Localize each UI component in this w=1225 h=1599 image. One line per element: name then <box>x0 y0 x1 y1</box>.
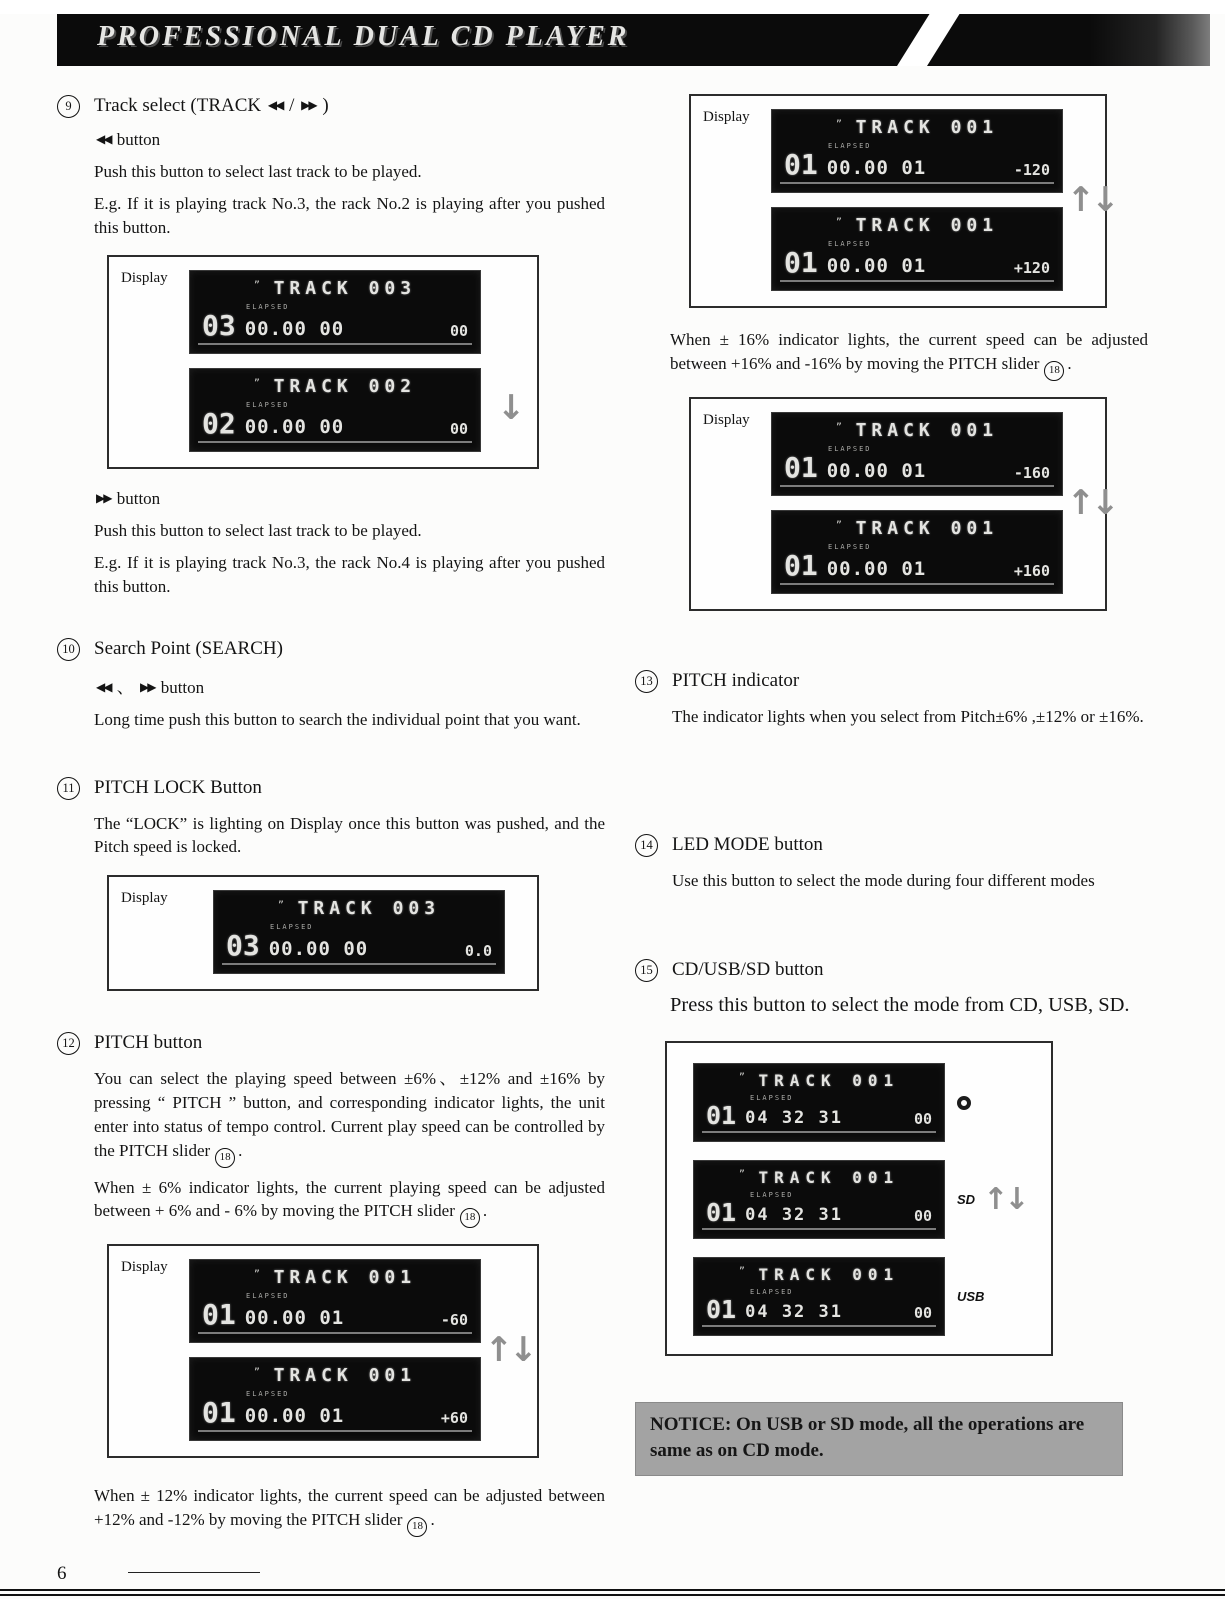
lcd-time: 00.00 01 <box>826 255 927 277</box>
status-marks-icon: ” <box>277 900 284 912</box>
status-marks-icon: ” <box>835 119 842 130</box>
lcd-time: 00.00 00 <box>244 318 345 341</box>
section-title: PITCH button <box>94 1032 203 1054</box>
banner-title: PROFESSIONAL DUAL CD PLAYER <box>97 21 630 52</box>
lcd-track-text: TRACK 001 <box>758 1071 900 1091</box>
lcd-caption: ELAPSED <box>828 444 872 453</box>
status-marks-icon: ” <box>253 280 260 292</box>
fast-forward-icon: ▶▶ <box>139 679 155 694</box>
lcd-screen <box>189 368 481 452</box>
section-title: LED MODE button <box>672 833 823 855</box>
lcd-caption: ELAPSED <box>246 303 290 312</box>
lcd-screen <box>771 412 1063 496</box>
paragraph: When ± 16% indicator lights, the current speed can be adjusted between +16% and -16% by moving the PITCH slider 18 . <box>670 328 1148 381</box>
search-buttons-label: ◀◀ 、 ▶▶ button <box>96 677 205 697</box>
section-heading <box>635 958 1180 982</box>
paragraph: Use this button to select the mode during four different modes <box>672 870 1095 890</box>
display-label: Display <box>703 109 750 125</box>
display-label: Display <box>121 1259 168 1276</box>
lcd-track-text: TRACK 001 <box>273 1365 417 1387</box>
lcd-time: 00.00 01 <box>244 1307 345 1330</box>
lcd-track-text: TRACK 002 <box>273 376 417 398</box>
prev-track-icon: ◀◀ <box>96 132 111 146</box>
lcd-caption: ELAPSED <box>750 1094 794 1103</box>
paragraph: Long time push this button to search the individual point that you want. <box>94 709 581 729</box>
sd-icon: SD <box>957 1192 976 1208</box>
status-marks-icon: ” <box>738 1169 745 1181</box>
lcd-track-number: 01 <box>706 1295 737 1325</box>
rewind-icon: ◀◀ <box>96 679 111 694</box>
lcd-screen <box>213 890 505 974</box>
paragraph: Push this button to select last track to be played. <box>94 162 422 181</box>
lcd-time: 00.00 01 <box>826 157 927 179</box>
lcd-screen <box>771 510 1063 594</box>
lcd-pitch-value: 0.0 <box>464 942 492 961</box>
display-label: Display <box>121 270 168 287</box>
lcd-screen-usb <box>693 1257 945 1336</box>
lcd-track-number: 01 <box>784 148 818 181</box>
up-down-arrow-icon: ↑↓ <box>484 1330 534 1371</box>
lcd-screen-sd <box>693 1160 945 1239</box>
status-marks-icon: ” <box>738 1266 745 1278</box>
section-heading <box>57 1031 605 1055</box>
cd-icon <box>957 1096 971 1110</box>
paragraph: Press this button to select the mode from CD, USB, SD. <box>670 994 1130 1017</box>
section-pitch-lock <box>57 776 605 992</box>
paragraph: The “LOCK” is lighting on Display once this button was pushed, and the Pitch speed is locked. <box>94 813 605 857</box>
section-track-select <box>57 94 605 599</box>
page-banner <box>57 14 1210 66</box>
status-marks-icon: ” <box>835 217 842 228</box>
lcd-caption: ELAPSED <box>246 401 290 410</box>
pitch-slider-ref: 18 <box>407 1517 427 1537</box>
section-heading <box>635 833 1180 857</box>
display-panel <box>107 1244 539 1458</box>
lcd-track-number: 01 <box>202 1396 236 1430</box>
section-title: PITCH indicator <box>672 669 800 691</box>
left-column <box>57 94 605 1537</box>
display-panel <box>107 255 539 469</box>
lcd-track-number: 03 <box>226 929 260 963</box>
lcd-track-number: 01 <box>784 246 818 279</box>
display-panel <box>689 397 1116 611</box>
lcd-pitch-value: 00 <box>913 1110 932 1129</box>
pitch-slider-ref: 18 <box>215 1148 235 1168</box>
footer-short-rule <box>128 1572 260 1573</box>
lcd-time: 00.00 00 <box>268 938 369 961</box>
paragraph: When ± 6% indicator lights, the current playing speed can be adjusted between + 6% and - 6% by moving the PITCH slider 18 . <box>94 1176 605 1229</box>
lcd-time: 00.00 01 <box>826 459 927 482</box>
section-title: PITCH LOCK Button <box>94 776 262 798</box>
lcd-track-number: 03 <box>202 309 236 343</box>
lcd-pitch-value: +120 <box>1013 259 1050 277</box>
paragraph: Push this button to select last track to be played. <box>94 521 422 541</box>
section-led-mode <box>635 833 1180 893</box>
status-marks-icon: ” <box>738 1072 745 1084</box>
lcd-pitch-value: 00 <box>913 1207 932 1226</box>
lcd-track-number: 01 <box>202 1298 236 1332</box>
paragraph: You can select the playing speed between ±6%、±12% and ±16% by pressing “ PITCH ” button, and corresponding indicator lights, the unit enter into status of tempo control. Current play speed can be controlled by the PITCH slider 18 . <box>94 1067 605 1167</box>
lcd-pitch-value: 00 <box>449 420 468 439</box>
section-pitch-button <box>57 1031 605 1537</box>
usb-icon: USB <box>957 1289 985 1305</box>
lcd-caption: ELAPSED <box>750 1288 794 1297</box>
section-pitch-indicator <box>635 669 1180 729</box>
section-title: Track select (TRACK ◀◀ / ▶▶ ) <box>94 95 329 116</box>
lcd-caption: ELAPSED <box>246 1390 290 1399</box>
display-label: Display <box>121 890 168 907</box>
lcd-pitch-value: +160 <box>1013 561 1050 580</box>
next-button-label: ▶▶ button <box>96 489 161 509</box>
lcd-track-text: TRACK 001 <box>273 1267 417 1289</box>
lcd-track-text: TRACK 001 <box>758 1168 900 1188</box>
section-number-badge: 14 <box>635 834 658 857</box>
display-panel <box>689 94 1116 308</box>
section-heading <box>635 669 1180 693</box>
lcd-caption: ELAPSED <box>828 240 872 248</box>
lcd-time: 00.00 01 <box>826 557 927 580</box>
pitch-slider-ref: 18 <box>460 1208 480 1228</box>
lcd-track-text: TRACK 001 <box>758 1265 900 1285</box>
lcd-screen <box>189 1259 481 1343</box>
lcd-track-text: TRACK 003 <box>297 898 441 920</box>
lcd-screen <box>189 270 481 354</box>
lcd-time: 00.00 00 <box>244 416 345 439</box>
lcd-track-text: TRACK 001 <box>855 215 999 236</box>
banner-slash-decoration <box>887 14 967 66</box>
section-search-point <box>57 637 605 732</box>
up-down-arrow-icon: ↑↓ <box>1066 180 1116 220</box>
section-number-badge: 12 <box>57 1032 80 1055</box>
lcd-track-text: TRACK 003 <box>273 278 417 300</box>
lcd-track-text: TRACK 001 <box>855 419 999 441</box>
lcd-pitch-value: -160 <box>1013 463 1050 482</box>
section-heading <box>57 637 605 661</box>
display-panel <box>107 875 539 991</box>
mode-display-panel <box>665 1041 1053 1356</box>
section-number-badge: 10 <box>57 638 80 661</box>
lcd-time: 04 32 31 <box>745 1108 843 1129</box>
lcd-caption: ELAPSED <box>750 1191 794 1200</box>
section-number-badge: 15 <box>635 959 658 982</box>
lcd-caption: ELAPSED <box>246 1292 290 1301</box>
notice-text: NOTICE: On USB or SD mode, all the operations are same as on CD mode. <box>650 1414 1085 1462</box>
lcd-caption: ELAPSED <box>828 142 872 150</box>
lcd-caption: ELAPSED <box>828 542 872 551</box>
banner-fade-decoration <box>1090 14 1210 66</box>
status-marks-icon: ” <box>253 1269 260 1281</box>
lcd-screen <box>189 1357 481 1441</box>
page-number: 6 <box>57 1563 67 1584</box>
section-number-badge: 11 <box>57 777 80 800</box>
prev-track-icon: ◀◀ <box>267 98 283 112</box>
lcd-track-number: 01 <box>784 450 818 484</box>
down-arrow-icon: ↓ <box>496 388 522 429</box>
display-label: Display <box>703 411 750 428</box>
lcd-track-number: 01 <box>706 1101 737 1131</box>
footer-rules <box>0 1589 1225 1596</box>
lcd-time: 04 32 31 <box>745 1205 843 1226</box>
lcd-time: 00.00 01 <box>244 1405 345 1428</box>
lcd-pitch-value: 00 <box>913 1304 932 1323</box>
section-heading <box>57 94 605 118</box>
section-cd-usb-sd <box>635 958 1180 1475</box>
right-column <box>635 94 1180 1537</box>
lcd-track-number: 01 <box>784 548 818 582</box>
section-heading <box>57 776 605 800</box>
lcd-track-text: TRACK 001 <box>855 117 999 138</box>
paragraph: The indicator lights when you select from Pitch±6% ,±12% or ±16%. <box>672 706 1144 726</box>
lcd-caption: ELAPSED <box>270 923 314 932</box>
lcd-pitch-value: -120 <box>1013 161 1050 179</box>
pitch-slider-ref: 18 <box>1044 361 1064 381</box>
section-number-badge: 13 <box>635 670 658 693</box>
status-marks-icon: ” <box>253 1367 260 1379</box>
notice-box <box>635 1402 1123 1475</box>
next-track-icon: ▶▶ <box>96 491 111 506</box>
up-down-arrow-icon: ↑↓ <box>983 1182 1026 1218</box>
paragraph: E.g. If it is playing track No.3, the rack No.2 is playing after you pushed this button. <box>94 193 605 237</box>
lcd-screen <box>771 207 1063 291</box>
prev-button-label: ◀◀ button <box>96 130 161 149</box>
status-marks-icon: ” <box>835 519 842 531</box>
lcd-time: 04 32 31 <box>745 1302 843 1323</box>
lcd-track-number: 01 <box>706 1198 737 1228</box>
up-down-arrow-icon: ↑↓ <box>1066 482 1116 523</box>
section-title: Search Point (SEARCH) <box>94 637 283 659</box>
lcd-track-text: TRACK 001 <box>855 517 999 539</box>
section-number-badge: 9 <box>57 95 80 118</box>
status-marks-icon: ” <box>253 378 260 390</box>
lcd-pitch-value: -60 <box>440 1311 468 1330</box>
paragraph: When ± 12% indicator lights, the current speed can be adjusted between +12% and -12% by moving the PITCH slider 18 . <box>94 1484 605 1537</box>
lcd-pitch-value: 00 <box>449 322 468 341</box>
lcd-screen <box>771 109 1063 193</box>
status-marks-icon: ” <box>835 421 842 433</box>
paragraph: E.g. If it is playing track No.3, the rack No.4 is playing after you pushed this button. <box>94 553 605 596</box>
section-title: CD/USB/SD button <box>672 959 824 981</box>
lcd-pitch-value: +60 <box>440 1409 468 1428</box>
lcd-screen-cd <box>693 1063 945 1142</box>
lcd-track-number: 02 <box>202 407 236 441</box>
next-track-icon: ▶▶ <box>301 98 316 112</box>
